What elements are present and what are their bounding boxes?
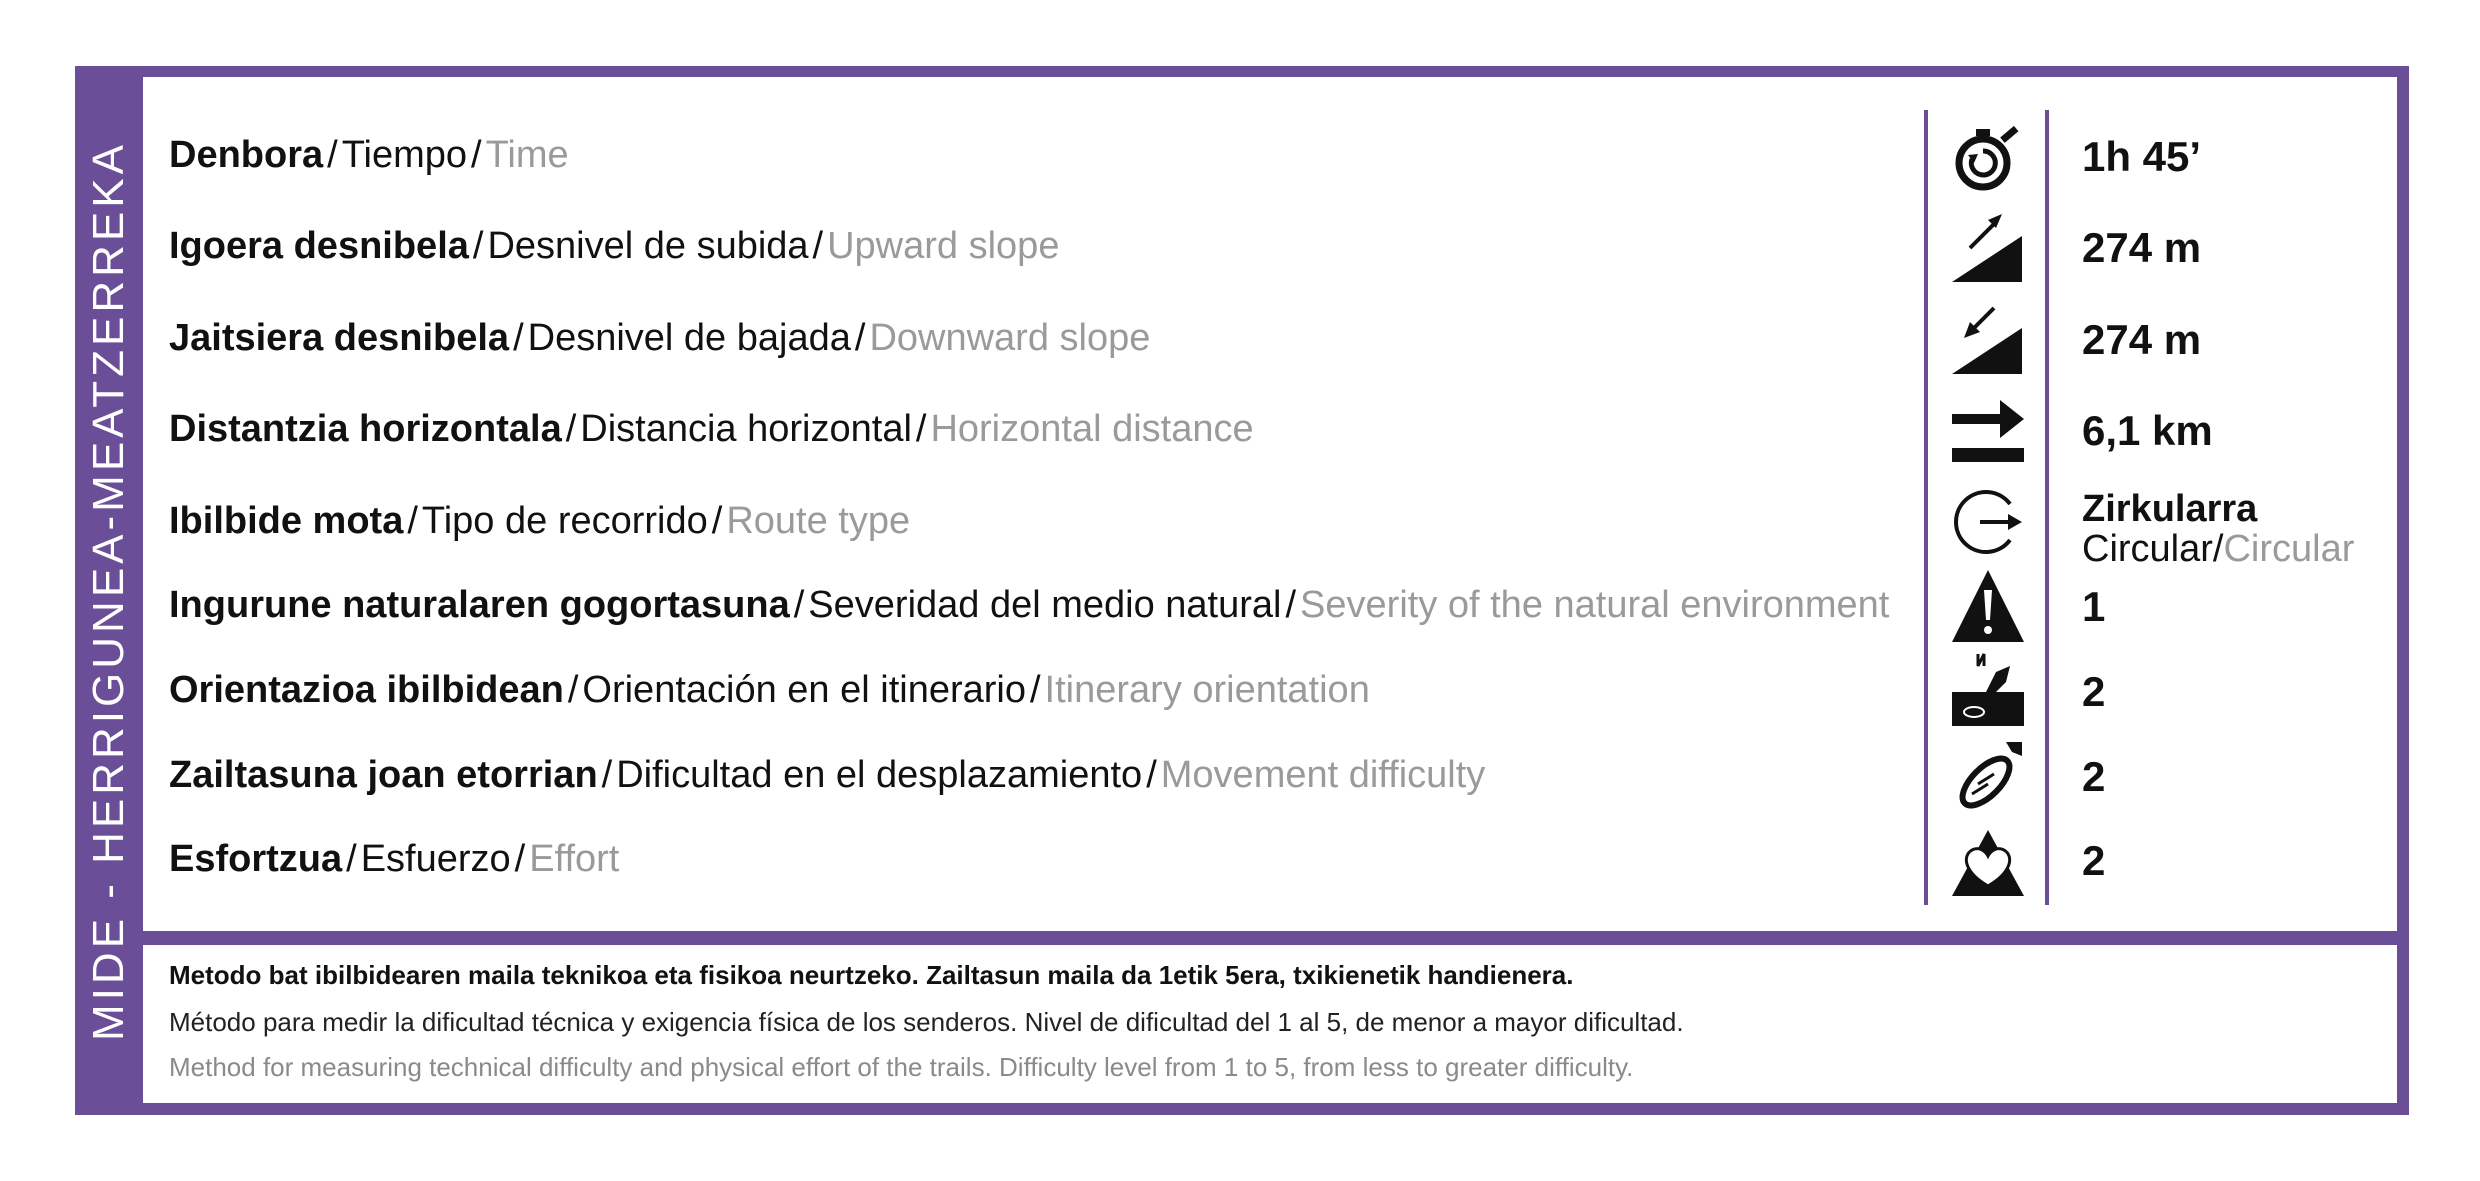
label-es: Tiempo bbox=[341, 134, 468, 176]
separator: / bbox=[1285, 584, 1297, 626]
separator: / bbox=[514, 838, 526, 880]
value-horizontal-distance: 6,1 km bbox=[2082, 407, 2213, 454]
label-en: Itinerary orientation bbox=[1044, 669, 1370, 711]
value-route-type-es: Circular bbox=[2082, 528, 2213, 570]
row-label-severity bbox=[169, 586, 1889, 624]
separator: / bbox=[407, 500, 418, 542]
label-es: Tipo de recorrido bbox=[421, 500, 708, 542]
label-es: Distancia horizontal bbox=[580, 408, 912, 450]
separator: / bbox=[513, 317, 524, 359]
row-label-orientation bbox=[169, 671, 1370, 709]
label-eu: Ingurune naturalaren gogortasuna bbox=[169, 584, 790, 626]
row-label-effort bbox=[169, 840, 619, 878]
label-en: Time bbox=[485, 134, 569, 176]
row-label-upward-slope bbox=[169, 227, 1059, 265]
side-title-text: MIDE - HERRIGUNEA-MEATZERREKA bbox=[84, 140, 133, 1041]
circular-route-icon bbox=[1950, 484, 2026, 560]
label-eu: Distantzia horizontala bbox=[169, 408, 562, 450]
value-route-type-es-en bbox=[2082, 530, 2354, 568]
value-movement-difficulty: 2 bbox=[2082, 753, 2106, 800]
label-en: Horizontal distance bbox=[930, 408, 1254, 450]
row-label-route-type bbox=[169, 502, 910, 540]
label-es: Dificultad en el desplazamiento bbox=[616, 754, 1143, 796]
stopwatch-icon bbox=[1950, 119, 2026, 195]
label-es: Desnivel de bajada bbox=[527, 317, 851, 359]
label-eu: Ibilbide mota bbox=[169, 500, 404, 542]
compass-icon bbox=[1950, 652, 2026, 728]
icon-column-left-rule bbox=[1924, 110, 1928, 905]
label-eu: Esfortzua bbox=[169, 838, 343, 880]
label-es: Severidad del medio natural bbox=[808, 584, 1282, 626]
separator: / bbox=[346, 838, 357, 880]
footer-text-en: Method for measuring technical difficulty and physical effort of the trails. Difficulty level from 1 to 5, from less to greater difficulty. bbox=[169, 1052, 1634, 1082]
separator: / bbox=[915, 408, 927, 450]
downward-slope-icon bbox=[1950, 300, 2026, 376]
value-time: 1h 45’ bbox=[2082, 133, 2202, 180]
separator: / bbox=[472, 225, 484, 267]
label-en: Severity of the natural environment bbox=[1300, 584, 1890, 626]
label-eu: Denbora bbox=[169, 134, 324, 176]
warning-mountain-icon bbox=[1950, 568, 2026, 644]
separator: / bbox=[2212, 528, 2224, 570]
row-label-movement-difficulty bbox=[169, 756, 1485, 794]
label-eu: Zailtasuna joan etorrian bbox=[169, 754, 598, 796]
label-en: Route type bbox=[726, 500, 911, 542]
upward-slope-icon bbox=[1950, 208, 2026, 284]
label-en: Downward slope bbox=[869, 317, 1151, 359]
label-en: Upward slope bbox=[827, 225, 1060, 267]
horizontal-distance-icon bbox=[1950, 392, 2026, 468]
label-eu: Igoera desnibela bbox=[169, 225, 469, 267]
row-label-downward-slope bbox=[169, 319, 1150, 357]
side-title bbox=[75, 66, 143, 1115]
value-route-type-eu: Zirkularra bbox=[2082, 488, 2258, 530]
footer-text-eu: Metodo bat ibilbidearen maila teknikoa eta fisikoa neurtzeko. Zailtasun maila da 1etik 5era, txikienetik handienera. bbox=[169, 960, 1574, 990]
row-label-time bbox=[169, 136, 569, 174]
label-en: Effort bbox=[529, 838, 620, 880]
separator: / bbox=[601, 754, 613, 796]
label-eu: Orientazioa ibilbidean bbox=[169, 669, 564, 711]
footprint-icon bbox=[1950, 738, 2026, 814]
footer-text-es: Método para medir la dificultad técnica y exigencia física de los senderos. Nivel de dificultad del 1 al 5, de menor a mayor dificultad. bbox=[169, 1007, 1684, 1037]
value-upward-slope: 274 m bbox=[2082, 224, 2202, 271]
row-label-horizontal-distance bbox=[169, 410, 1254, 448]
separator: / bbox=[793, 584, 805, 626]
separator: / bbox=[1029, 669, 1041, 711]
separator: / bbox=[471, 134, 482, 176]
icon-column-right-rule bbox=[2045, 110, 2049, 905]
value-route-type bbox=[2082, 490, 2354, 568]
separator: / bbox=[567, 669, 579, 711]
separator: / bbox=[565, 408, 577, 450]
separator: / bbox=[711, 500, 723, 542]
separator: / bbox=[327, 134, 338, 176]
separator: / bbox=[812, 225, 824, 267]
label-eu: Jaitsiera desnibela bbox=[169, 317, 510, 359]
heart-mountain-icon bbox=[1950, 822, 2026, 898]
value-orientation: 2 bbox=[2082, 668, 2106, 715]
label-es: Desnivel de subida bbox=[487, 225, 809, 267]
separator: / bbox=[1146, 754, 1157, 796]
value-route-type-en: Circular bbox=[2223, 528, 2355, 570]
value-downward-slope: 274 m bbox=[2082, 316, 2202, 363]
separator: / bbox=[854, 317, 866, 359]
label-es: Esfuerzo bbox=[360, 838, 511, 880]
value-severity: 1 bbox=[2082, 583, 2106, 630]
label-en: Movement difficulty bbox=[1160, 754, 1486, 796]
value-effort: 2 bbox=[2082, 837, 2106, 884]
label-es: Orientación en el itinerario bbox=[582, 669, 1026, 711]
